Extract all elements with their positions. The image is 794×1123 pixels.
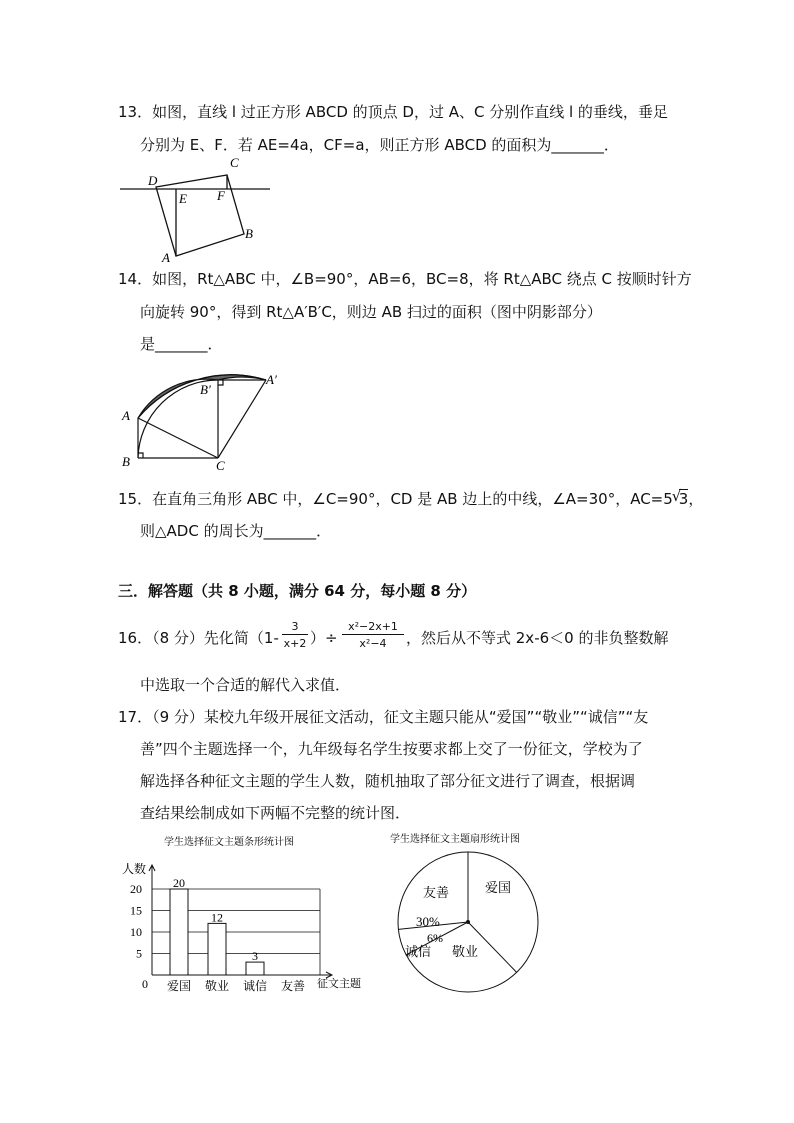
category-label: 敬业: [204, 979, 230, 993]
bar: [170, 889, 188, 975]
q13-figure: [118, 155, 278, 265]
frac2-bar: [342, 634, 404, 635]
q17-line4: 查结果绘制成如下两幅不完整的统计图．: [140, 804, 411, 822]
label-a-prime: A′: [266, 372, 277, 387]
frac1-num: 3: [291, 620, 299, 633]
category-label: 诚信: [242, 979, 268, 993]
label-e: E: [179, 191, 187, 206]
bar-value-label: 20: [173, 876, 185, 890]
pie-chart-title: 学生选择征文主题扇形统计图: [390, 834, 520, 845]
q15-line1: [118, 488, 703, 509]
pie-chart: [380, 825, 570, 1015]
bar-chart-ylabel: 人数: [122, 862, 147, 876]
pie-slice-label: 友善: [423, 886, 450, 901]
y-tick-label: 15: [130, 903, 142, 918]
seg-ac: [138, 418, 218, 458]
pie-center: [466, 920, 470, 924]
y-tick-label: 0: [142, 977, 148, 991]
q13-line2: 分别为 E、F．若 AE=4a，CF=a，则正方形 ABCD 的面积为_______．: [140, 136, 619, 154]
bar-chart-xlabel: 征文主题: [317, 977, 361, 990]
label-c: C: [216, 458, 225, 473]
bar-value-label: 3: [252, 949, 258, 964]
sqrt-sign: √: [671, 487, 682, 505]
q15-line2: 则△ADC 的周长为_______．: [140, 522, 332, 540]
label-b: B: [122, 454, 130, 469]
q13-line1: 13．如图，直线 l 过正方形 ABCD 的顶点 D，过 A、C 分别作直线 l 的垂线，垂足: [118, 103, 668, 121]
frac1-den: x+2: [283, 637, 307, 650]
section-3-title: 三．解答题（共 8 小题，满分 64 分，每小题 8 分）: [118, 582, 477, 600]
category-label: 友善: [280, 979, 306, 993]
right-angle-b-prime: [218, 380, 223, 385]
q16-prefix: 16．（8 分）先化简（1-: [118, 629, 279, 647]
q16-mid: ）÷: [310, 629, 338, 647]
q16-line2: 中选取一个合适的解代入求值．: [140, 676, 351, 694]
pie-slice-label: 爱国: [485, 881, 512, 896]
q14-line3: 是_______．: [140, 335, 223, 353]
label-b: B: [245, 226, 253, 241]
category-label: 爱国: [166, 979, 192, 993]
q17-line1: 17．（9 分）某校九年级开展征文活动，征文主题只能从“爱国”“敬业”“诚信”“友: [118, 708, 649, 726]
label-d: D: [148, 173, 158, 188]
frac1-bar: [282, 634, 308, 635]
sqrt-expression: [671, 487, 689, 508]
q17-line3: 解选择各种征文主题的学生人数，随机抽取了部分征文进行了调查，根据调: [140, 772, 636, 790]
q15-text: 15．在直角三角形 ABC 中，∠C=90°，CD 是 AB 边上的中线，∠A=30°，AC=5: [118, 490, 673, 508]
y-tick-label: 10: [130, 925, 142, 939]
bar: [208, 923, 226, 975]
square-abcd: [156, 175, 244, 256]
q17-line2: 善”四个主题选择一个，九年级每名学生按要求都上交了一份征文，学校为了: [140, 740, 643, 758]
q15-comma: ，: [688, 490, 704, 508]
label-a: A: [122, 408, 130, 423]
q16-suffix: ，然后从不等式 2x-6＜0 的非负整数解: [406, 629, 669, 647]
frac2-den: x²−4: [359, 637, 387, 650]
bar: [246, 962, 264, 975]
y-tick-label: 5: [136, 946, 142, 961]
seg-ca-prime: [218, 380, 266, 458]
label-c: C: [230, 155, 239, 170]
q14-line1: 14．如图，Rt△ABC 中，∠B=90°，AB=6，BC=8，将 Rt△ABC 绕点 C 按顺时针方: [118, 270, 692, 288]
bar-chart-title: 学生选择征文主题条形统计图: [164, 837, 294, 848]
pie-slice-label: 敬业: [452, 945, 479, 960]
y-tick-label: 20: [130, 882, 142, 896]
q14-line2: 向旋转 90°，得到 Rt△A′B′C，则边 AB 扫过的面积（图中阴影部分）: [140, 303, 602, 321]
bar-value-label: 12: [211, 910, 223, 925]
label-f: F: [217, 188, 225, 203]
sqrt-radicand: 3: [678, 490, 689, 508]
q14-figure: [118, 358, 298, 473]
pie-percent-label: 30%: [416, 914, 440, 929]
bar-chart: [112, 830, 361, 1010]
label-a: A: [162, 250, 170, 265]
pie-percent-label: 6%: [427, 931, 443, 945]
pie-slice-label: 诚信: [405, 945, 432, 960]
label-b-prime: B′: [200, 382, 211, 397]
frac2-num: x²−2x+1: [348, 620, 398, 633]
